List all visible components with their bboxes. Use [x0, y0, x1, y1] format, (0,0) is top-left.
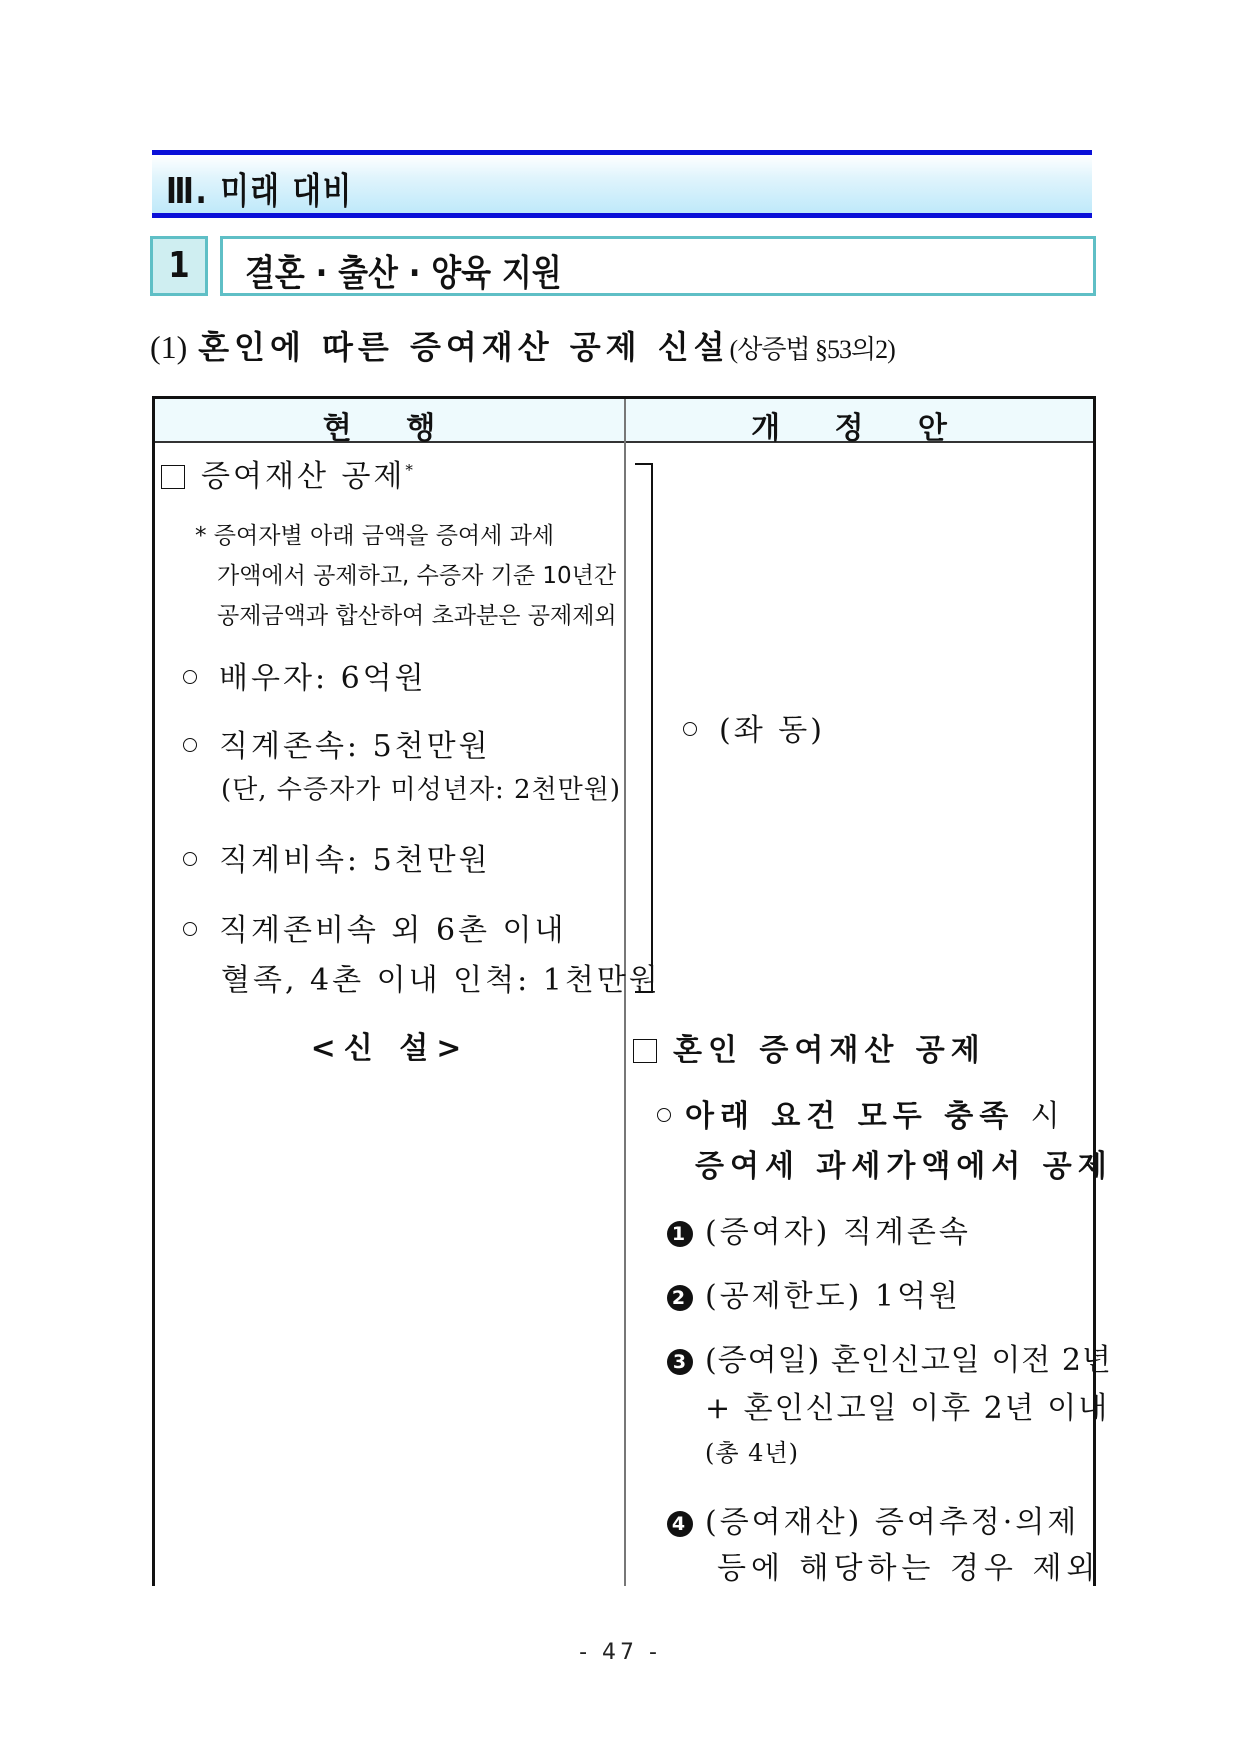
current-item-ascendant-note: (단, 수증자가 미성년자: 2천만원)	[221, 775, 622, 805]
law-reference: (상증법 §53의2)	[729, 335, 895, 364]
requirement-3-line-2: + 혼인신고일 이후 2년 이내	[705, 1391, 1110, 1426]
square-bullet-icon	[633, 1039, 657, 1063]
section-title-box	[220, 236, 1096, 296]
subsection-heading	[150, 322, 895, 368]
circle-bullet-icon	[183, 852, 197, 866]
section-title: 결혼 · 출산 · 양육 지원	[245, 253, 562, 294]
section-number: 1	[168, 245, 190, 286]
circle-bullet-icon	[683, 722, 697, 736]
same-as-left-bracket	[635, 463, 653, 993]
requirement-2: 2 (공제한도) 1억원	[667, 1271, 961, 1315]
number-4-icon: 4	[667, 1511, 693, 1537]
current-item-relatives-note: 혈족, 4촌 이내 인척: 1천만원	[221, 963, 661, 998]
number-3-icon: 3	[667, 1349, 693, 1375]
number-2-icon: 2	[667, 1285, 693, 1311]
number-1-icon: 1	[667, 1221, 693, 1247]
current-item-ascendant: 직계존속: 5천만원	[183, 721, 491, 765]
circle-bullet-icon	[657, 1108, 671, 1122]
requirement-4: 4 (증여재산) 증여추정·의제	[667, 1497, 1079, 1541]
current-item-descendant: 직계비속: 5천만원	[183, 835, 491, 879]
current-item-relatives: 직계존비속 외 6촌 이내	[183, 905, 567, 949]
header-current: 현 행	[322, 411, 458, 446]
current-note-line-3: 공제금액과 합산하여 초과분은 공제제외	[217, 603, 617, 629]
page-number: - 47 -	[579, 1640, 661, 1665]
chapter-title: Ⅲ. 미래 대비	[166, 171, 353, 212]
requirement-3-line-3: (총 4년)	[705, 1439, 799, 1467]
subsection-number: (1)	[150, 329, 188, 365]
proposed-condition-line-2: 증여세 과세가액에서 공제	[695, 1149, 1113, 1184]
circle-bullet-icon	[183, 670, 197, 684]
current-note-line-1: * 증여자별 아래 금액을 증여세 과세	[195, 523, 555, 549]
new-provision-label: <신 설>	[310, 1031, 470, 1066]
current-note-line-2: 가액에서 공제하고, 수증자 기준 10년간	[217, 563, 617, 589]
header-proposed: 개 정 안	[751, 411, 969, 446]
circle-bullet-icon	[183, 738, 197, 752]
requirement-1: 1 (증여자) 직계존속	[667, 1207, 971, 1251]
proposed-condition-line-1: 아래 요건 모두 충족 시	[657, 1091, 1066, 1135]
proposed-new-heading: 혼인 증여재산 공제	[633, 1025, 986, 1069]
current-heading: 증여재산 공제*	[161, 451, 416, 495]
same-as-left-text: (좌 동)	[683, 705, 825, 749]
comparison-table	[152, 396, 1113, 1586]
current-item-spouse: 배우자: 6억원	[183, 653, 427, 697]
circle-bullet-icon	[183, 922, 197, 936]
square-bullet-icon	[161, 465, 185, 489]
requirement-4-line-2: 등에 해당하는 경우 제외	[717, 1551, 1101, 1586]
subsection-title: 혼인에 따른 증여재산 공제 신설	[198, 328, 730, 366]
section-number-box	[150, 236, 208, 296]
requirement-3: 3 (증여일) 혼인신고일 이전 2년	[667, 1335, 1112, 1379]
chapter-header-bar	[152, 150, 1092, 218]
